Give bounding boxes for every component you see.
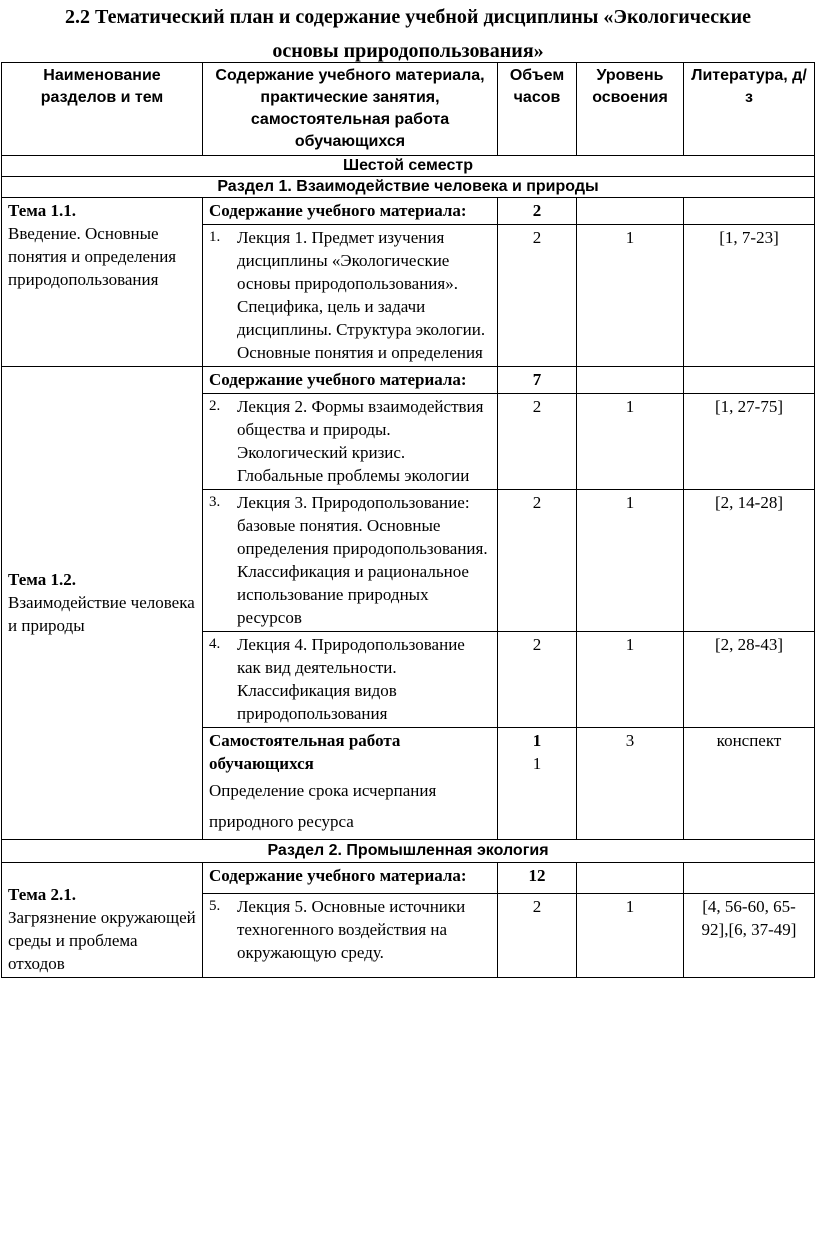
section-row	[2, 840, 815, 863]
table-row	[2, 367, 815, 394]
header-hours: Объем часов	[498, 63, 577, 156]
lecture-cell	[203, 894, 498, 978]
thematic-plan-table	[1, 62, 815, 978]
lecture-text: Лекция 3. Природопользование: базовые понятия. Основные определения природопользования. Классификация и рациональное использование природных ресурсов	[237, 493, 488, 627]
lecture-hours: 2	[498, 490, 577, 632]
section-1-label: Раздел 1. Взаимодействие человека и природы	[2, 177, 815, 198]
lecture-text: Лекция 1. Предмет изучения дисциплины «Экологические основы природопользования». Специфика, цель и задачи дисциплины. Структура экологии. Основные понятия и определения	[237, 228, 486, 362]
lecture-number: 4.	[209, 636, 221, 652]
content-hours: 12	[498, 863, 577, 894]
self-work-cell	[203, 728, 498, 840]
header-level: Уровень освоения	[577, 63, 684, 156]
empty-cell	[577, 198, 684, 225]
semester-label: Шестой семестр	[2, 156, 815, 177]
title-line-1: 2.2 Тематический план и содержание учебной дисциплины «Экологические	[64, 6, 751, 28]
empty-cell	[684, 198, 815, 225]
self-work-label: Самостоятельная работа обучающихся	[209, 731, 401, 773]
lecture-cell	[203, 490, 498, 632]
lecture-literature: [1, 27-75]	[684, 394, 815, 490]
lecture-literature: [1, 7-23]	[684, 225, 815, 367]
topic-cell	[2, 198, 203, 367]
self-work-text: Определение срока исчерпания природного ресурса	[209, 781, 437, 831]
lecture-number: 2.	[209, 398, 221, 414]
lecture-cell	[203, 632, 498, 728]
lecture-cell	[203, 225, 498, 367]
content-label: Содержание учебного материала:	[203, 863, 498, 894]
self-work-hours-cell	[498, 728, 577, 840]
lecture-literature: [2, 14-28]	[684, 490, 815, 632]
empty-cell	[684, 863, 815, 894]
self-work-hours: 1	[532, 754, 542, 773]
self-work-hours-total: 1	[532, 731, 542, 750]
topic-code: Тема 1.2.	[8, 570, 76, 589]
content-hours: 2	[498, 198, 577, 225]
header-content: Содержание учебного материала, практические занятия, самостоятельная работа обучающихся	[203, 63, 498, 156]
lecture-level: 1	[577, 225, 684, 367]
lecture-hours: 2	[498, 394, 577, 490]
lecture-hours: 2	[498, 894, 577, 978]
lecture-hours: 2	[498, 225, 577, 367]
table-row	[2, 198, 815, 225]
self-work-literature: конспект	[684, 728, 815, 840]
lecture-level: 1	[577, 490, 684, 632]
content-hours: 7	[498, 367, 577, 394]
table-row	[2, 863, 815, 894]
lecture-level: 1	[577, 894, 684, 978]
lecture-text: Лекция 2. Формы взаимодействия общества и природы. Экологический кризис. Глобальные проблемы экологии	[237, 397, 484, 485]
lecture-hours: 2	[498, 632, 577, 728]
lecture-level: 1	[577, 394, 684, 490]
topic-cell	[2, 863, 203, 978]
topic-name: Введение. Основные понятия и определения природопользования	[8, 224, 177, 289]
lecture-text: Лекция 5. Основные источники техногенного воздействия на окружающую среду.	[237, 897, 466, 963]
topic-name: Взаимодействие человека и природы	[8, 593, 195, 635]
empty-cell	[577, 367, 684, 394]
semester-row	[2, 156, 815, 177]
section-2-label: Раздел 2. Промышленная экология	[2, 840, 815, 863]
topic-name: Загрязнение окружающей среды и проблема отходов	[8, 908, 196, 973]
lecture-text: Лекция 4. Природопользование как вид деятельности. Классификация видов природопользования	[237, 635, 465, 723]
lecture-number: 5.	[209, 898, 221, 915]
lecture-literature: [2, 28-43]	[684, 632, 815, 728]
title-line-2: основы природопользования»	[272, 40, 544, 62]
page-title	[0, 0, 816, 68]
table-header-row	[2, 63, 815, 156]
section-row	[2, 177, 815, 198]
lecture-number: 1.	[209, 229, 221, 245]
topic-code: Тема 2.1.	[8, 885, 76, 904]
topic-code: Тема 1.1.	[8, 201, 76, 220]
content-label: Содержание учебного материала:	[203, 367, 498, 394]
topic-cell	[2, 367, 203, 840]
self-work-level: 3	[577, 728, 684, 840]
lecture-level: 1	[577, 632, 684, 728]
header-sections: Наименование разделов и тем	[2, 63, 203, 156]
lecture-literature: [4, 56-60, 65-92],[6, 37-49]	[684, 894, 815, 978]
empty-cell	[684, 367, 815, 394]
lecture-cell	[203, 394, 498, 490]
content-label: Содержание учебного материала:	[203, 198, 498, 225]
header-literature: Литература, д/з	[684, 63, 815, 156]
empty-cell	[577, 863, 684, 894]
lecture-number: 3.	[209, 494, 221, 510]
